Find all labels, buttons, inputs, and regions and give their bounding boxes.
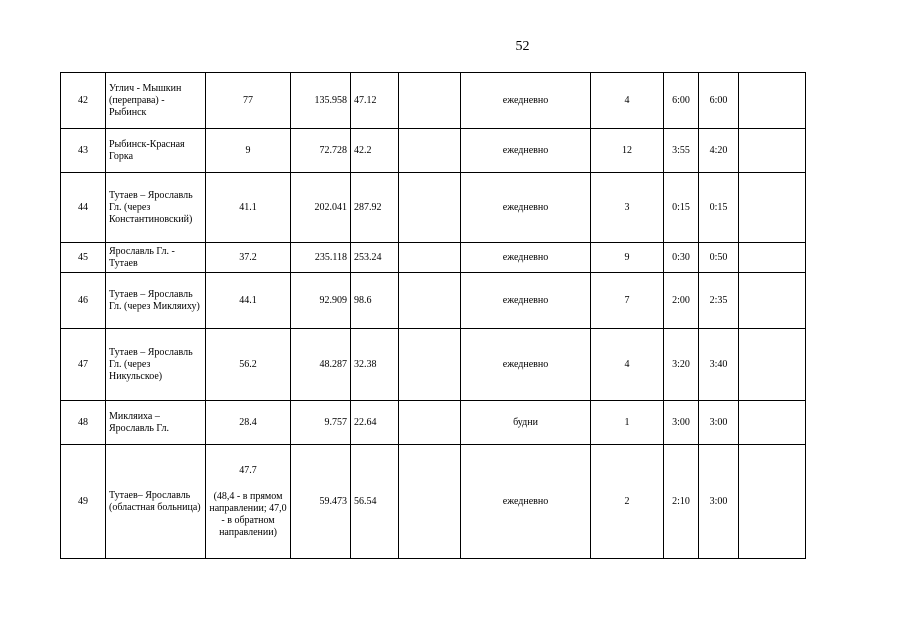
distance-cell: 9: [206, 129, 291, 173]
empty-cell: [739, 129, 806, 173]
trips-cell: 12: [591, 129, 664, 173]
arrival-time: 0:50: [699, 243, 739, 273]
schedule-cell: ежедневно: [461, 73, 591, 129]
arrival-time: 6:00: [699, 73, 739, 129]
trips-cell: 2: [591, 445, 664, 559]
empty-cell: [739, 401, 806, 445]
arrival-time: 3:00: [699, 445, 739, 559]
value-cell: 47.12: [351, 73, 399, 129]
distance-cell: 41.1: [206, 173, 291, 243]
length-cell: 59.473: [291, 445, 351, 559]
length-cell: 202.041: [291, 173, 351, 243]
empty-cell: [399, 445, 461, 559]
trips-cell: 1: [591, 401, 664, 445]
arrival-time: 2:35: [699, 273, 739, 329]
distance-cell: 28.4: [206, 401, 291, 445]
routes-table: [60, 72, 806, 559]
table-row: [61, 329, 806, 401]
distance-cell: [206, 445, 291, 559]
empty-cell: [739, 273, 806, 329]
empty-cell: [399, 173, 461, 243]
departure-time: 0:30: [664, 243, 699, 273]
departure-time: 6:00: [664, 73, 699, 129]
route-name: Углич - Мышкин (переправа) - Рыбинск: [106, 73, 206, 129]
table-row: [61, 273, 806, 329]
arrival-time: 3:00: [699, 401, 739, 445]
empty-cell: [399, 129, 461, 173]
arrival-time: 3:40: [699, 329, 739, 401]
empty-cell: [739, 73, 806, 129]
schedule-cell: ежедневно: [461, 273, 591, 329]
schedule-cell: ежедневно: [461, 445, 591, 559]
value-cell: 56.54: [351, 445, 399, 559]
value-cell: 22.64: [351, 401, 399, 445]
empty-cell: [399, 73, 461, 129]
trips-cell: 7: [591, 273, 664, 329]
arrival-time: 4:20: [699, 129, 739, 173]
length-cell: 235.118: [291, 243, 351, 273]
empty-cell: [399, 273, 461, 329]
route-name: Тутаев – Ярославль Гл. (через Никульское): [106, 329, 206, 401]
schedule-cell: ежедневно: [461, 173, 591, 243]
route-name: Ярославль Гл. - Тутаев: [106, 243, 206, 273]
length-cell: 135.958: [291, 73, 351, 129]
value-cell: 253.24: [351, 243, 399, 273]
departure-time: 2:00: [664, 273, 699, 329]
row-number: 46: [61, 273, 106, 329]
schedule-cell: ежедневно: [461, 129, 591, 173]
empty-cell: [399, 243, 461, 273]
trips-cell: 4: [591, 73, 664, 129]
schedule-cell: будни: [461, 401, 591, 445]
distance-cell: 77: [206, 73, 291, 129]
route-name: Тутаев – Ярославль Гл. (через Константиновский): [106, 173, 206, 243]
distance-cell: 44.1: [206, 273, 291, 329]
length-cell: 9.757: [291, 401, 351, 445]
value-cell: 287.92: [351, 173, 399, 243]
distance-cell: 56.2: [206, 329, 291, 401]
table-row: [61, 243, 806, 273]
schedule-cell: ежедневно: [461, 329, 591, 401]
table-row: [61, 129, 806, 173]
row-number: 48: [61, 401, 106, 445]
arrival-time: 0:15: [699, 173, 739, 243]
length-cell: 48.287: [291, 329, 351, 401]
empty-cell: [739, 243, 806, 273]
page-number: 52: [515, 39, 530, 54]
row-number: 45: [61, 243, 106, 273]
departure-time: 0:15: [664, 173, 699, 243]
departure-time: 3:55: [664, 129, 699, 173]
empty-cell: [739, 173, 806, 243]
trips-cell: 4: [591, 329, 664, 401]
schedule-cell: ежедневно: [461, 243, 591, 273]
value-cell: 42.2: [351, 129, 399, 173]
table-row: [61, 445, 806, 559]
route-name: Тутаев– Ярославль (областная больница): [106, 445, 206, 559]
empty-cell: [739, 445, 806, 559]
route-name: Микляиха – Ярославль Гл.: [106, 401, 206, 445]
route-name: Рыбинск-Красная Горка: [106, 129, 206, 173]
value-cell: 32.38: [351, 329, 399, 401]
route-name: Тутаев – Ярославль Гл. (через Микляиху): [106, 273, 206, 329]
table-row: [61, 401, 806, 445]
departure-time: 3:20: [664, 329, 699, 401]
empty-cell: [739, 329, 806, 401]
row-number: 43: [61, 129, 106, 173]
distance-value: 47.7: [239, 464, 257, 476]
distance-cell: 37.2: [206, 243, 291, 273]
empty-cell: [399, 329, 461, 401]
trips-cell: 3: [591, 173, 664, 243]
table-row: [61, 73, 806, 129]
empty-cell: [399, 401, 461, 445]
departure-time: 2:10: [664, 445, 699, 559]
row-number: 44: [61, 173, 106, 243]
distance-note: (48,4 - в прямом направлении; 47,0 - в обратном направлении): [209, 490, 287, 538]
departure-time: 3:00: [664, 401, 699, 445]
row-number: 49: [61, 445, 106, 559]
length-cell: 92.909: [291, 273, 351, 329]
table-row: [61, 173, 806, 243]
length-cell: 72.728: [291, 129, 351, 173]
trips-cell: 9: [591, 243, 664, 273]
row-number: 47: [61, 329, 106, 401]
row-number: 42: [61, 73, 106, 129]
value-cell: 98.6: [351, 273, 399, 329]
